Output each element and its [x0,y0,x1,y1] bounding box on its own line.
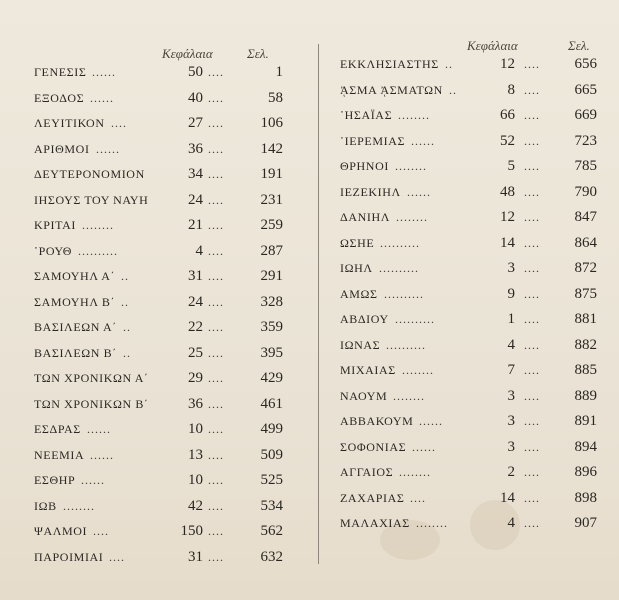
chapter-count: 48 [500,183,515,200]
leader-dots: ...... [96,141,120,156]
leader-dots: .... [208,396,224,411]
book-name: ΜΙΧΑΙΑΣ [340,363,396,377]
leader-dots: .... [524,465,540,479]
left-page-header: Σελ. [247,46,269,61]
page-number: 461 [260,395,283,412]
right-book-row [0,386,619,406]
right-book-row [0,131,619,151]
leader-dots: .... [410,490,426,505]
leader-dots: ...... [412,439,436,454]
right-chapters-header: Κεφάλαια [467,38,518,53]
leader-dots: .. [445,57,453,71]
leader-dots: ........ [399,465,431,479]
leader-dots: .... [111,116,127,130]
leader-dots: .... [208,447,224,462]
leader-dots: .... [208,422,224,436]
chapter-count: 27 [188,115,203,131]
right-book-row [0,488,619,508]
chapter-count: 13 [188,446,203,463]
leader-dots: .... [524,414,540,428]
book-name: ΣΟΦΟΝΙΑΣ [340,439,407,454]
leader-dots: .... [208,269,224,283]
page-number: 907 [574,515,597,531]
book-name: ΒΑΣΙΛΕΩΝ Α΄ [34,320,117,334]
leader-dots: .... [208,473,224,487]
page-number: 287 [260,242,283,259]
page-number: 562 [260,523,283,539]
leader-dots: ...... [87,422,111,436]
book-name: ΙΩΒ [34,498,57,513]
chapter-count: 40 [188,89,203,106]
leader-dots: ...... [419,414,443,428]
book-name: ΛΕΥΙΤΙΚΟΝ [34,116,105,130]
book-name: ΚΡΙΤΑΙ [34,218,76,232]
chapter-count: 5 [507,158,515,174]
leader-dots: .... [524,490,540,505]
page-number: 328 [260,293,283,310]
page-number: 656 [574,56,597,72]
book-name: ΕΣΘΗΡ [34,473,76,487]
right-book-row [0,462,619,482]
leader-dots: ........ [416,516,448,530]
page-number: 896 [574,464,597,480]
leader-dots: .... [208,167,224,181]
right-book-row [0,207,619,227]
leader-dots: .... [524,516,540,530]
page-number: 142 [260,140,283,157]
chapter-count: 7 [507,362,515,378]
right-book-row [0,411,619,431]
leader-dots: .... [524,312,540,326]
chapter-count: 4 [195,242,203,259]
leader-dots: .. [449,82,457,97]
chapter-count: 31 [188,548,203,565]
right-book-row [0,309,619,329]
leader-dots: .... [208,345,224,360]
leader-dots: ........ [393,388,425,403]
page-number: 191 [260,166,283,182]
page-number: 847 [574,209,597,225]
page-number: 632 [260,548,283,565]
book-name: ῾ΡΟΥΘ [34,243,73,258]
book-name: ΜΑΛΑΧΙΑΣ [340,516,410,530]
leader-dots: ...... [92,65,116,79]
book-name: ΩΣΗΕ [340,235,375,250]
page-number: 885 [574,362,597,378]
leader-dots: .. [121,269,129,283]
leader-dots: .... [208,218,224,232]
chapter-count: 9 [507,285,515,302]
book-name: ῾ΗΣΑΪΑΣ [340,108,393,122]
page-number: 509 [260,446,283,463]
leader-dots: .... [208,524,224,538]
leader-dots: .......... [386,337,426,352]
page-number: 525 [260,472,283,488]
leader-dots: .... [524,133,540,148]
chapter-count: 14 [500,234,515,251]
leader-dots: .... [524,57,540,71]
page-number: 58 [268,89,283,106]
leader-dots: .... [524,388,540,403]
book-name: ΙΕΖΕΚΙΗΛ [340,184,401,199]
leader-dots: .... [208,90,224,105]
chapter-count: 24 [188,191,203,208]
chapter-count: 2 [507,464,515,480]
leader-dots: .... [208,141,224,156]
leader-dots: .... [524,337,540,352]
chapter-count: 3 [507,438,515,455]
right-book-row [0,258,619,278]
right-page-header: Σελ. [568,38,590,53]
chapter-count: 12 [500,56,515,72]
book-name: ΨΑΛΜΟΙ [34,524,88,538]
page-number: 872 [574,260,597,276]
book-name: ΤΩΝ ΧΡΟΝΙΚΩΝ Α΄ [34,371,149,385]
leader-dots: ........ [63,498,95,513]
book-name: ΖΑΧΑΡΙΑΣ [340,490,405,505]
leader-dots: .... [524,261,540,275]
chapter-count: 8 [507,81,515,98]
right-book-row [0,156,619,176]
book-name: ΑΓΓΑΙΟΣ [340,465,394,479]
leader-dots: .... [524,159,540,173]
book-name: ΕΞΟΔΟΣ [34,90,85,105]
book-name: ΕΣΔΡΑΣ [34,422,81,436]
leader-dots: .... [208,116,224,130]
right-book-row [0,284,619,304]
chapter-count: 4 [507,336,515,353]
page-number: 231 [260,191,283,208]
leader-dots: .... [208,320,224,334]
page-number: 259 [260,217,283,233]
chapter-count: 50 [188,64,203,80]
leader-dots: .......... [395,312,435,326]
leader-dots: .......... [380,235,420,250]
chapter-count: 66 [500,107,515,123]
book-name: ΣΑΜΟΥΗΛ Β΄ [34,294,116,309]
leader-dots: .... [93,524,109,538]
chapter-count: 3 [507,260,515,276]
page-number: 359 [260,319,283,335]
book-name: ΠΑΡΟΙΜΙΑΙ [34,549,104,564]
page-number: 889 [574,387,597,404]
book-name: ῾ΙΕΡΕΜΙΑΣ [340,133,406,148]
chapter-count: 24 [188,293,203,310]
book-name: ΝΑΟΥΜ [340,388,388,403]
book-name: ΑΜΩΣ [340,286,378,301]
book-name: ΔΑΝΙΗΛ [340,210,391,224]
leader-dots: .. [121,294,129,309]
chapter-count: 150 [180,523,203,539]
leader-dots: .. [123,320,131,334]
chapter-count: 25 [188,344,203,361]
leader-dots: .... [524,363,540,377]
right-book-row [0,105,619,125]
chapter-count: 10 [188,421,203,437]
book-name: ΤΩΝ ΧΡΟΝΙΚΩΝ Β΄ [34,396,149,411]
leader-dots: ...... [90,90,114,105]
chapter-count: 36 [188,395,203,412]
leader-dots: .......... [78,243,118,258]
leader-dots: .......... [384,286,424,301]
chapter-count: 3 [507,387,515,404]
page-number: 898 [574,489,597,506]
book-name: ΒΑΣΙΛΕΩΝ Β΄ [34,345,117,360]
leader-dots: .... [208,371,224,385]
leader-dots: .... [524,184,540,199]
book-name: ΙΗΣΟΥΣ ΤΟΥ ΝΑΥΗ [34,192,149,207]
leader-dots: .... [208,549,224,564]
leader-dots: .... [208,192,224,207]
book-name: ΑΒΔΙΟΥ [340,312,389,326]
book-name: ΙΩΗΛ [340,261,373,275]
page-number: 1 [275,64,283,80]
page-number: 665 [574,81,597,98]
right-book-row [0,233,619,253]
book-name: ΣΑΜΟΥΗΛ Α΄ [34,269,116,283]
page-number: 785 [574,158,597,174]
chapter-count: 36 [188,140,203,157]
page-number: 395 [260,344,283,361]
chapter-count: 31 [188,268,203,284]
leader-dots: ...... [81,473,105,487]
leader-dots: .... [109,549,125,564]
page-number: 790 [574,183,597,200]
page-number: 106 [260,115,283,131]
right-book-row [0,54,619,74]
page-number: 881 [574,311,597,327]
leader-dots: .... [208,294,224,309]
right-book-row [0,182,619,202]
right-book-row [0,80,619,100]
leader-dots: .... [524,235,540,250]
book-name: ΘΡΗΝΟΙ [340,159,389,173]
book-name: ΔΕΥΤΕΡΟΝΟΜΙΟΝ [34,167,145,181]
leader-dots: ........ [395,159,427,173]
leader-dots: .... [208,243,224,258]
page-number: 875 [574,285,597,302]
chapter-count: 10 [188,472,203,488]
chapter-count: 14 [500,489,515,506]
leader-dots: .... [524,210,540,224]
book-name: ΙΩΝΑΣ [340,337,381,352]
leader-dots: ........ [398,108,430,122]
leader-dots: ...... [90,447,114,462]
leader-dots: .... [208,498,224,513]
page-number: 534 [260,497,283,514]
leader-dots: ...... [407,184,431,199]
book-name: ΑΡΙΘΜΟΙ [34,141,90,156]
chapter-count: 22 [188,319,203,335]
book-name: ΓΕΝΕΣΙΣ [34,65,87,79]
chapter-count: 1 [507,311,515,327]
leader-dots: .... [208,65,224,79]
left-book-row [0,547,619,567]
leader-dots: .......... [379,261,419,275]
leader-dots: .... [524,286,540,301]
page-number: 723 [574,132,597,149]
right-book-row [0,437,619,457]
book-name: ᾈΣΜΑ ᾈΣΜΑΤΩΝ [340,82,443,97]
leader-dots: .... [524,439,540,454]
book-name: ΝΕΕΜΙΑ [34,447,85,462]
right-book-row [0,513,619,533]
page-number: 429 [260,370,283,386]
chapter-count: 21 [188,217,203,233]
page-number: 891 [574,413,597,429]
page-number: 882 [574,336,597,353]
leader-dots: ........ [82,218,114,232]
chapter-count: 4 [507,515,515,531]
page-number: 291 [260,268,283,284]
chapter-count: 52 [500,132,515,149]
leader-dots: ........ [402,363,434,377]
page-number: 894 [574,438,597,455]
chapter-count: 34 [188,166,203,182]
chapter-count: 42 [188,497,203,514]
leader-dots: .... [524,108,540,122]
page-number: 669 [574,107,597,123]
page-number: 864 [574,234,597,251]
leader-dots: ...... [411,133,435,148]
book-name: ΕΚΚΛΗΣΙΑΣΤΗΣ [340,57,439,71]
page-number: 499 [260,421,283,437]
chapter-count: 12 [500,209,515,225]
right-book-row [0,335,619,355]
leader-dots: ........ [396,210,428,224]
leader-dots: .. [123,345,131,360]
left-chapters-header: Κεφάλαια [162,46,213,61]
leader-dots: .... [524,82,540,97]
right-book-row [0,360,619,380]
chapter-count: 29 [188,370,203,386]
book-name: ΑΒΒΑΚΟΥΜ [340,414,414,428]
chapter-count: 3 [507,413,515,429]
